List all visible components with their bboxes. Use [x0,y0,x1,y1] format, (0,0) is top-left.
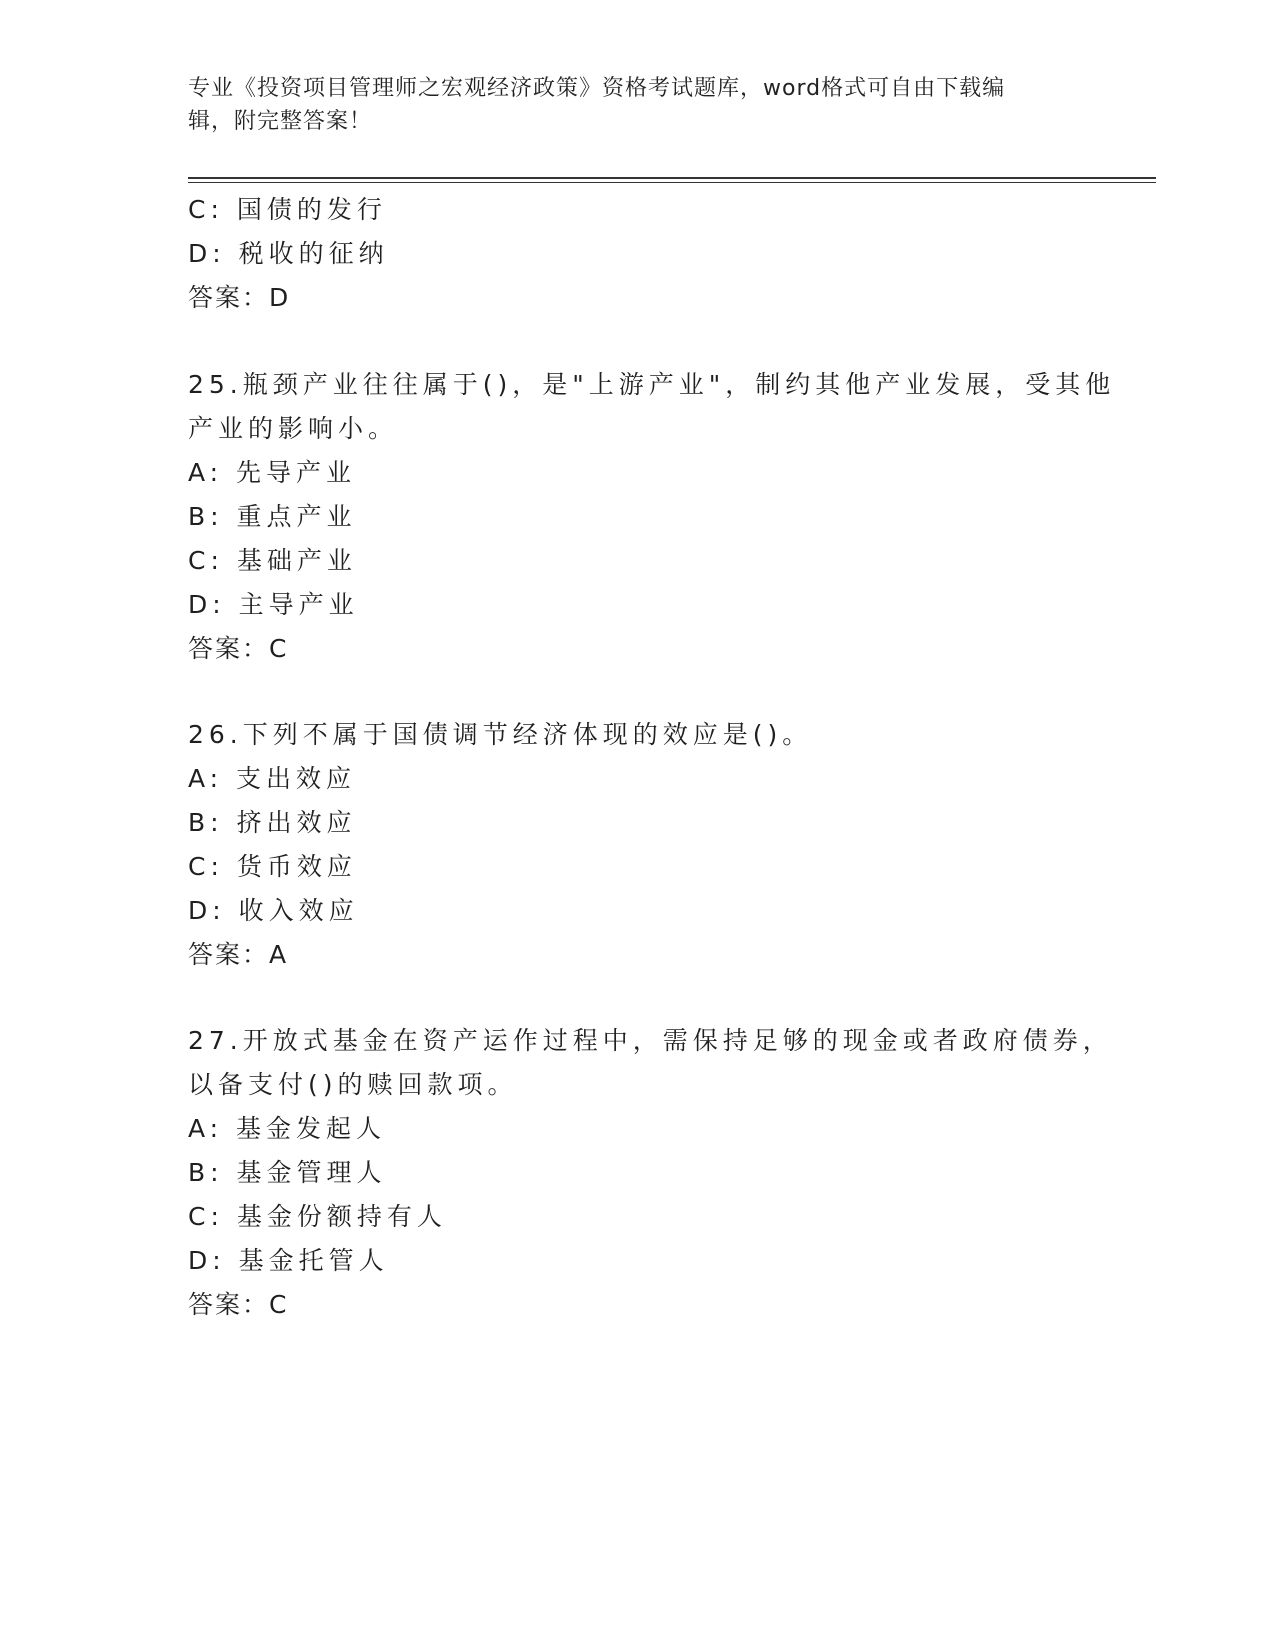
q27-option-d: D: 基金托管人 [188,1246,389,1275]
q26-option-a: A: 支出效应 [188,764,357,793]
header-line-1: 专业《投资项目管理师之宏观经济政策》资格考试题库，word格式可自由下载编 [188,76,1006,101]
q25-option-c: C: 基础产业 [188,546,357,575]
q26-option-c: C: 货币效应 [188,852,357,881]
header-line-2: 辑，附完整答案！ [188,109,373,134]
q27-question-line-1: 27.开放式基金在资产运作过程中，需保持足够的现金或者政府债券， [188,1026,1113,1055]
document-header [188,72,1088,138]
q26-question-line-1: 26.下列不属于国债调节经济体现的效应是()。 [188,720,813,749]
q27-option-c: C: 基金份额持有人 [188,1202,447,1231]
q25-answer: 答案：C [188,634,289,663]
q25-question-line-1: 25.瓶颈产业往往属于()，是"上游产业"，制约其他产业发展，受其他 [188,370,1116,399]
q27-option-b: B: 基金管理人 [188,1158,387,1187]
q27-question-line-2: 以备支付()的赎回款项。 [188,1070,518,1099]
q27-option-a: A: 基金发起人 [188,1114,387,1143]
q24-option-c: C: 国债的发行 [188,195,387,224]
q24-answer: 答案：D [188,283,291,312]
q26-option-d: D: 收入效应 [188,896,359,925]
q26-option-b: B: 挤出效应 [188,808,357,837]
q25-option-d: D: 主导产业 [188,590,359,619]
q25-question-line-2: 产业的影响小。 [188,414,399,443]
q25-option-b: B: 重点产业 [188,502,357,531]
q27-answer: 答案：C [188,1290,289,1319]
q26-answer: 答案：A [188,940,289,969]
q24-option-d: D: 税收的征纳 [188,239,389,268]
header-rule-thick [188,177,1156,179]
q25-option-a: A: 先导产业 [188,458,357,487]
header-rule-thin [188,182,1156,183]
